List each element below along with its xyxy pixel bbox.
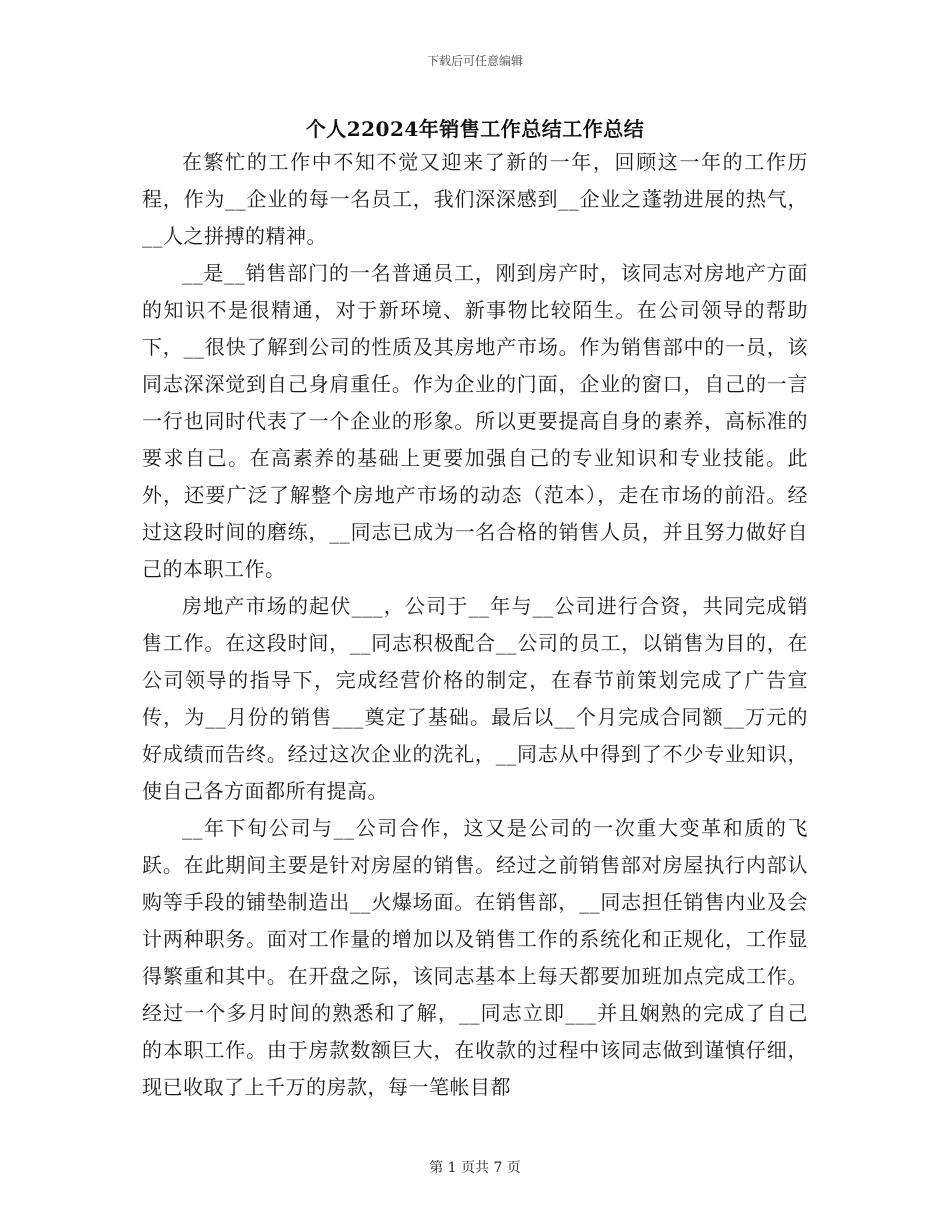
document-body [142,144,808,1106]
document-title: 个人22024年销售工作总结工作总结 [305,117,645,141]
paragraph: __是__销售部门的一名普通员工，刚到房产时，该同志对房地产方面的知识不是很精通，对于新环境、新事物比较陌生。在公司领导的帮助下，__很快了解到公司的性质及其房地产市场。作为销售部中的一员，该同志深深觉到自己身肩重任。作为企业的门面，企业的窗口，自己的一言一行也同时代表了一个企业的形象。所以更要提高自身的素养，高标准的要求自己。在高素养的基础上更要加强自己的专业知识和专业技能。此外，还要广泛了解整个房地产市场的动态（范本），走在市场的前沿。经过这段时间的磨练，__同志已成为一名合格的销售人员，并且努力做好自己的本职工作。 [142,261,808,581]
page-number-footer: 第 1 页共 7 页 [429,1160,521,1176]
page-header-note: 下载后可任意编辑 [426,54,523,68]
paragraph: 房地产市场的起伏___，公司于__年与__公司进行合资，共同完成销售工作。在这段时间，__同志积极配合__公司的员工，以销售为目的，在公司领导的指导下，完成经营价格的制定，在春节前策划完成了广告宣传，为__月份的销售___奠定了基础。最后以__个月完成合同额__万元的好成绩而告终。经过这次企业的洗礼，__同志从中得到了不少专业知识，使自己各方面都所有提高。 [142,594,808,803]
paragraph: __年下旬公司与__公司合作，这又是公司的一次重大变革和质的飞跃。在此期间主要是针对房屋的销售。经过之前销售部对房屋执行内部认购等手段的铺垫制造出__火爆场面。在销售部，__同志担任销售内业及会计两种职务。面对工作量的增加以及销售工作的系统化和正规化，工作显得繁重和其中。在开盘之际，该同志基本上每天都要加班加点完成工作。经过一个多月时间的熟悉和了解，__同志立即___并且娴熟的完成了自己的本职工作。由于房款数额巨大，在收款的过程中该同志做到谨慎仔细，现已收取了上千万的房款，每一笔帐目都 [142,816,808,1099]
paragraph: 在繁忙的工作中不知不觉又迎来了新的一年，回顾这一年的工作历程，作为__企业的每一名员工，我们深深感到__企业之蓬勃进展的热气，__人之拼搏的精神。 [142,150,808,248]
